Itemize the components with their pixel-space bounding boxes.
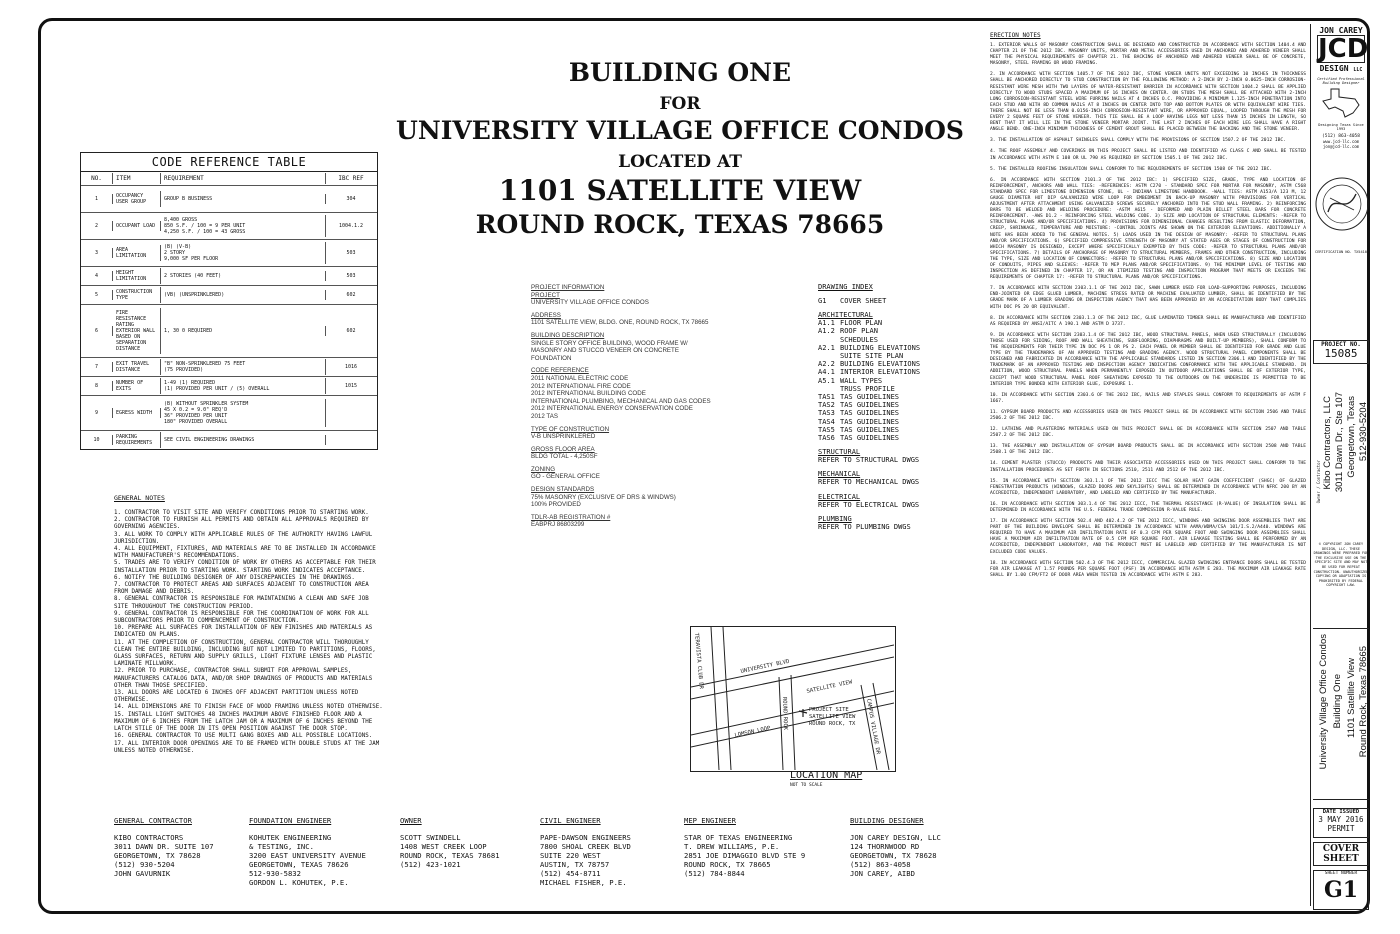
consultant-line: T. DREW WILLIAMS, P.E. — [684, 842, 780, 851]
erection-note: 1. EXTERIOR WALLS OF MASONRY CONSTRUCTION SHALL BE DESIGNED AND CONSTRUCTED IN ACCORDANCE WITH SECTION 1404.4 AND CHAPTER 21 OF THE 2012 IBC. MASONRY UNITS, MORTAR AND METAL ACCESSORIES USED IN ANCHORED AND ADHERED VENEER SHALL MEET THE PHYSICAL REQUIREMENTS OF CHAPTER 21. THE BACKING OF ANCHORED AND ADHERED VENEER SHALL BE OF CONCRETE, MASONRY, STEEL FRAMING OR WOOD FRAMING. — [990, 43, 1306, 67]
code-table-row — [81, 305, 377, 358]
code-row-item: EGRESS WIDTH — [113, 408, 161, 418]
consultant-line: GEORGETOWN, TX 78628 — [114, 851, 201, 860]
consultant-line: (512) 930-5204 — [114, 860, 175, 869]
code-row-no: 4 — [81, 271, 113, 281]
sheet-number: G1 — [1323, 877, 1359, 903]
project-info-label: ZONING — [531, 465, 556, 473]
drawing-index-sheet-name: COVER SHEET — [840, 297, 887, 305]
drawing-index-code: TAS6 — [818, 434, 835, 443]
general-note-item: 8. GENERAL CONTRACTOR IS RESPONSIBLE FOR MAINTAINING A CLEAN AND SAFE JOB SITE THROUGHOUT THE CONSTRUCTION PERIOD. — [114, 596, 369, 610]
erection-note: 4. THE ROOF ASSEMBLY AND COVERINGS ON THIS PROJECT SHALL BE LISTED AND IDENTIFIED AS CLASS C AND SHALL BE TESTED IN ACCORDANCE WITH ASTM E 108 OR UL 790 AS REQUIRED BY SECTION 1505.1 OF THE 2012 IBC. — [990, 149, 1306, 161]
drawing-index-sheet-name: REFER TO PLUMBING DWGS — [818, 522, 911, 531]
code-table-row — [81, 240, 377, 267]
project-information — [531, 284, 761, 529]
drawing-index-entry — [818, 456, 968, 464]
project-info-value: UNIVERSITY VILLAGE OFFICE CONDOS — [531, 299, 649, 307]
project-info-value: GO - GENERAL OFFICE — [531, 473, 600, 481]
consultant-line: 1408 WEST CREEK LOOP — [400, 842, 487, 851]
drawing-index-group-title: MECHANICAL — [818, 470, 861, 479]
code-table-body — [81, 186, 377, 449]
project-info-value: 2012 INTERNATIONAL BUILDING CODE — [531, 390, 646, 398]
erection-notes-list — [990, 43, 1306, 579]
copyright-notice: © COPYRIGHT JON CAREY DESIGN, LLC. THESE DRAWINGS WERE PREPARED FOR THE EXCLUSIVE USE ON THE SPECIFIC SITE AND MAY NOT BE USED FOR REPEAT CONSTRUCTION. UNAUTHORIZED COPYING OR ADAPTATION IS PROHIBITED BY FEDERAL COPYRIGHT LAW. — [1313, 542, 1369, 588]
project-info-label: CODE REFERENCE — [531, 367, 589, 375]
code-row-item: FIRE RESISTANCE RATING EXTERIOR WALL BASED ON SEPARATION DISTANCE — [113, 308, 161, 354]
code-row-requirement: SEE CIVIL ENGINEERING DRAWINGS — [161, 435, 326, 445]
drawing-index-group-title: ARCHITECTURAL — [818, 311, 873, 320]
erection-notes-heading: ERECTION NOTES — [990, 32, 1041, 39]
consultant-block — [850, 816, 941, 878]
consultant-line: 3011 DAWN DR. SUITE 107 — [114, 842, 214, 851]
general-note-item: 16. GENERAL CONTRACTOR TO USE MULTI GANG BOXES AND ALL POSSIBLE LOCATIONS. — [114, 733, 373, 740]
contact-2: jon@jcd-llc.com — [1322, 144, 1360, 149]
project-info-value: BLDG TOTAL - 4,250SF — [531, 453, 598, 461]
logo-top-text: JON CAREY — [1319, 26, 1363, 35]
code-row-requirement: 2 STORIES (40 FEET) — [161, 271, 326, 281]
code-row-item: OCCUPANT LOAD — [113, 221, 161, 231]
map-site-label-2: ROUND ROCK, TX — [809, 721, 856, 727]
consultant-line: GEORGETOWN, TEXAS 78626 — [249, 860, 349, 869]
general-note-item: 17. ALL INTERIOR DOOR OPENINGS ARE TO BE FRAMED WITH DOUBLE STUDS AT THE JAM UNLESS NOTED OTHERWISE. — [114, 740, 380, 754]
drawing-index-group-title: ELECTRICAL — [818, 492, 861, 501]
erection-note: 16. IN ACCORDANCE WITH SECTION 303.1.4 OF THE 2012 IECC, THE THERMAL RESISTANCE (R-VALUE) OF INSULATION SHALL BE DETERMINED IN ACCORDANCE WITH THE U.S. FEDERAL TRADE COMMISSION R-VALUE RULE. — [990, 501, 1306, 513]
code-row-no: 6 — [81, 326, 113, 336]
consultant-line: & TESTING, INC. — [249, 842, 314, 851]
consultant-line: KIBO CONTRACTORS — [114, 833, 184, 842]
code-row-requirement: (B) (V-B) 2 STORY 9,000 SF PER FLOOR — [161, 242, 326, 264]
title-line-2: FOR — [659, 94, 701, 114]
code-table-row — [81, 377, 377, 396]
consultant-role: BUILDING DESIGNER — [850, 816, 924, 825]
map-site-label-0: PROJECT SITE — [809, 707, 849, 713]
erection-note: 8. IN ACCORDANCE WITH SECTION 2303.1.3 OF THE 2012 IBC, GLUE LAMINATED TIMBER SHALL BE MANUFACTURED AND IDENTIFIED AS REQUIRED BY ANSI/AITC A 190.1 AND ASTM D 3737. — [990, 315, 1306, 327]
project-info-label: BUILDING DESCRIPTION — [531, 331, 605, 339]
drawing-index-group-title: STRUCTURAL — [818, 448, 861, 457]
erection-note: 9. IN ACCORDANCE WITH SECTION 2303.1.4 OF THE 2012 IBC, WOOD STRUCTURAL PANELS, WHEN USED STRUCTURALLY (INCLUDING THOSE USED FOR SIDING, ROOF AND WALL SHEATHING, SUBFLOORING, DIAPHRAGMS AND BUILT-UP MEMBERS), SHALL CONFORM TO THE REQUIREMENTS FOR THEIR TYPE IN DOC PS 1 OR PS 2. EACH PANEL OR MEMBER SHALL BE IDENTIFIED FOR GRADE AND GLUE TYPE BY THE TRADEMARKS OF AN APPROVED TESTING AND GRADING AGENCY. WOOD STRUCTURAL PANEL COMPONENTS SHALL BE DESIGNED AND FABRICATED IN ACCORDANCE WITH THE APPLICABLE STANDARDS LISTED IN SECTION 2306.1 AND IDENTIFIED BY THE TRADEMARK OF AN APPROVED TESTING AND INSPECTION AGENCY INDICATING CONFORMANCE WITH THE APPLICABLE STANDARD. IN ADDITION, WOOD STRUCTURAL PANELS WHEN PERMANENTLY EXPOSED IN OUTDOOR APPLICATIONS SHALL BE OF EXTERIOR TYPE, EXCEPT THAT WOOD STRUCTURAL PANEL ROOF SHEATHING EXPOSED TO THE OUTDOORS ON THE UNDERSIDE IS PERMITTED TO BE INTERIOR TYPE BONDED WITH EXTERIOR GLUE, EXPOSURE 1. — [990, 332, 1306, 387]
consultant-role: OWNER — [400, 816, 422, 825]
client-line-3: 512-930-5204 — [1358, 402, 1369, 462]
drawing-index-sheet-name: TAS GUIDELINES — [840, 409, 900, 418]
header-item: ITEM — [113, 173, 161, 184]
drawing-index-sheet-name: REFER TO ELECTRICAL DWGS — [818, 500, 920, 509]
drawing-index-sheet-name: INTERIOR ELEVATIONS — [840, 368, 921, 377]
project-number: 15085 — [1324, 347, 1358, 360]
consultant-line: STAR OF TEXAS ENGINEERING — [684, 833, 793, 842]
consultant-line: PAPE-DAWSON ENGINEERS — [540, 833, 631, 842]
drawing-index-entry — [818, 377, 968, 385]
project-info-value: 75% MASONRY (EXCLUSIVE OF DRS & WINDWS) — [531, 493, 676, 501]
drawing-index-entry — [818, 385, 968, 393]
drawing-index-entry — [818, 368, 968, 376]
code-row-ibc-ref: 1015 — [344, 383, 358, 389]
drawing-index-entry — [818, 393, 968, 401]
drawing-index-heading: DRAWING INDEX — [818, 283, 873, 291]
contact-0: (512) 863-4058 — [1322, 134, 1360, 139]
code-table-row — [81, 186, 377, 213]
code-row-no: 9 — [81, 408, 113, 418]
client-label: Owner / Contractor — [1316, 460, 1321, 504]
drawing-index-sheet-name: TAS GUIDELINES — [840, 401, 900, 410]
drawing-index-entry — [818, 501, 968, 509]
code-row-requirement: (B) WITHOUT SPRINKLER SYSTEM 45 X 0.2 = 9.0" REQ'D 36" PROVIDED PER UNIT 180" PROVIDED OVERALL — [161, 399, 326, 427]
consultant-line: (512) 784-8844 — [684, 869, 745, 878]
drawing-index-entry — [818, 418, 968, 426]
code-row-no: 3 — [81, 248, 113, 258]
map-street-5: CAMPUS VILLAGE DR — [865, 698, 881, 755]
erection-note: 6. IN ACCORDANCE WITH SECTION 2101.3 OF THE 2012 IBC: 1) SPECIFIED SIZE, GRADE, TYPE AND LOCATION OF REINFORCEMENT, ANCHORS AND WALL TIES: -REFERENCES: ASTM C270 - STANDARD SPEC FOR MORTAR FOR MASONRY, ASTM C568 STANDARD SPEC FOR LIMESTONE DIMENSION STONE, UL - INDIANA LIMESTONE HANDBOOK. -WALL TIES: ASTM A153/A 123 M, 12 GAUGE DIAMETER HOT DIP GALVANIZED WIRE LOOP FOR EMBEDMENT IN BACK-UP MASONRY WITH PROVISIONS FOR VERTICAL ADJUSTMENT AFTER ATTACHMENT USING GALVANIZED SCREWS SECURELY ANCHORED INTO THE STUD WALL FRAMING. 2) REINFORCING BARS TO BE WELDED AND WELDING PROCEDURE: -ASTM A615 - DEFORMED AND PLAIN BILLET STEEL BARS FOR CONCRETE REINFORCEMENT. -AWS D1.2 - REINFORCING STEEL WELDING CODE. 3) SIZE AND LOCATION OF STRUCTURAL ELEMENTS: -REFER TO STRUCTURAL PLANS AND/OR SPECIFICATIONS. 4) PROVISIONS FOR DIMENSIONAL CHANGES RESULTING FROM ELASTIC DEFORMATION, CREEP, SHRINKAGE, TEMPERATURE AND MOISTURE: -CONTROL JOINTS ARE SHOWN ON THE EXTERIOR ELEVATIONS. ADDITIONALLY A NOTE HAS BEEN ADDED TO THE GENERAL NOTES. 5) LOADS USED IN THE DESIGN OF MASONRY: -REFER TO STRUCTURAL PLANS AND/OR SPECIFICATIONS. 6) SPECIFIED COMPRESSIVE STRENGTH OF MASONRY AT STATED AGES OR STAGES OF CONSTRUCTION FOR WHICH MASONRY IS DESIGNED, EXCEPT WHERE SPECIFICALLY EXEMPTED BY THIS CODE: -REFER TO STRUCTURAL PLANS AND/OR SPECIFICATIONS. 7) DETAILS OF ANCHORAGE OF MASONRY TO STRUCTURAL MEMBERS, FRAMES AND OTHER CONSTRUCTION, INCLUDING THE TYPE, SIZE AND LOCATION OF CONNECTORS: -REFER TO STRUCTURAL PLANS AND/OR SPECIFICATIONS. 8) SIZE AND LOCATION OF CONDUITS, PIPES AND SLEEVES: -REFER TO MEP PLANS AND/OR SPECIFICATIONS. 9) THE MINIMUM LEVEL OF TESTING AND INSPECTION AS DEFINED IN CHAPTER 17, OR AN ITEMIZED TESTING AND INSPECTION PROGRAM THAT MEETS OR EXCEEDS THE REQUIREMENTS OF CHAPTER 17: -REFER TO STRUCTURAL PLANS AND/OR SPECIFICATIONS. — [990, 177, 1306, 281]
drawing-index-sheet-name: TAS GUIDELINES — [840, 434, 900, 443]
title-line-5: 1101 SATELLITE VIEW — [498, 174, 862, 207]
drawing-index-code: A4.1 — [818, 368, 835, 377]
code-row-ibc-ref: 503 — [346, 250, 356, 256]
drawing-index-code: A1.1 — [818, 319, 835, 328]
drawing-index-sheet-name: ROOF PLAN — [840, 327, 878, 336]
drawing-index-code: TAS3 — [818, 409, 835, 418]
project-info-value: V-B UNSPRINKLERED — [531, 433, 596, 441]
consultant-line: 3200 EAST UNIVERSITY AVENUE — [249, 851, 366, 860]
erection-note: 12. LATHING AND PLASTERING MATERIALS USED ON THIS PROJECT SHALL BE IN ACCORDANCE WITH SECTION 2507 AND TABLE 2507.2 OF THE 2012 IBC. — [990, 427, 1306, 439]
issue-status: PERMIT — [1327, 824, 1355, 833]
drawing-index-sheet-name: TAS GUIDELINES — [840, 425, 900, 434]
project-info-label: PROJECT — [531, 291, 560, 299]
general-note-item: 11. AT THE COMPLETION OF CONSTRUCTION, GENERAL CONTRACTOR WILL THOROUGHLY CLEAN THE ENTIRE BUILDING, INCLUDING BUT NOT LIMITED TO PARTITIONS, FLOORS, GLASS SURFACES, RETURN AND SUPPLY GRILLS, LIGHT FIXTURE LENSES AND PLASTIC LAMINATE MILLWORK. — [114, 639, 376, 668]
drawing-index-sheet-name: BUILDING ELEVATIONS — [840, 343, 921, 352]
general-notes-heading: GENERAL NOTES — [114, 494, 165, 502]
cert-line-0: Certified Professional — [1317, 77, 1365, 81]
project-info-value: 2012 TAS — [531, 412, 558, 420]
consultant-line: SUITE 220 WEST — [540, 851, 601, 860]
drawing-index-entry — [818, 344, 968, 352]
erection-note: 5. THE INSTALLED ROOFING INSULATION SHALL CONFORM TO THE REQUIREMENTS OF SECTION 1508 OF THE 2012 IBC. — [990, 166, 1273, 172]
code-row-item: OCCUPANCY USER GROUP — [113, 191, 161, 207]
client-line-2: Georgetown, Texas — [1346, 396, 1357, 478]
code-reference-table — [80, 152, 378, 450]
code-row-ibc-ref: 1004.1.2 — [338, 223, 364, 229]
code-row-item: AREA LIMITATION — [113, 245, 161, 261]
consultant-line: JOHN GAVURNIK — [114, 869, 171, 878]
contact-1: www.jcd-llc.com — [1322, 139, 1360, 144]
drawing-index-entry — [818, 327, 968, 335]
drawing-index-entry — [818, 360, 968, 368]
location-map-title: LOCATION MAP — [790, 770, 863, 781]
code-row-ibc-ref — [326, 411, 376, 415]
project-info-label: GROSS FLOOR AREA — [531, 445, 595, 453]
project-info-value: FOUNDATION — [531, 354, 572, 362]
consultant-line: MICHAEL FISHER, P.E. — [540, 878, 627, 887]
code-table-row — [81, 267, 377, 286]
consultant-line: KOHUTEK ENGINEERING — [249, 833, 332, 842]
drawing-index-entry — [818, 409, 968, 417]
project-info-label: TYPE OF CONSTRUCTION — [531, 425, 610, 433]
date-issued: 3 MAY 2016 — [1318, 815, 1364, 824]
code-row-requirement: 1-49 (1) REQUIRED (1) PROVIDED PER UNIT / (5) OVERALL — [161, 378, 326, 394]
sheet-title-1: SHEET — [1323, 854, 1359, 864]
header-requirement: REQUIREMENT — [161, 173, 326, 184]
drawing-index-entry — [818, 319, 968, 327]
consultant-line: GEORGETOWN, TX 78628 — [850, 851, 937, 860]
erection-notes — [990, 32, 1306, 584]
project-number-label: PROJECT NO. — [1321, 341, 1361, 348]
general-note-item: 12. PRIOR TO PURCHASE, CONTRACTOR SHALL SUBMIT FOR APPROVAL SAMPLES, MANUFACTURERS CATALOG DATA, AND/OR SHOP DRAWINGS OF PRODUCTS AND MATERIALS OTHER THAN THOSE SPECIFIED. — [114, 668, 373, 689]
drawing-index-entry — [818, 352, 968, 360]
code-row-requirement: 1, 30 0 REQUIRED — [161, 326, 326, 336]
general-note-item: 13. ALL DOORS ARE LOCATED 6 INCHES OFF ADJACENT PARTITION UNLESS NOTED OTHERWISE. — [114, 690, 359, 704]
code-row-no: 8 — [81, 381, 113, 391]
code-row-item: PARKING REQUIREMENTS — [113, 432, 161, 448]
erection-note: 13. THE ASSEMBLY AND INSTALLATION OF GYPSUM BOARD PRODUCTS SHALL BE IN ACCORDANCE WITH SECTION 2508 AND TABLE 2508.1 OF THE 2012 IBC. — [990, 444, 1306, 456]
general-note-item: 7. CONTRACTOR TO PROTECT AREAS AND SURFACES ADJACENT TO CONSTRUCTION AREA FROM DAMAGE AND DEBRIS. — [114, 582, 369, 596]
erection-note: 10. IN ACCORDANCE WITH SECTION 2303.6 OF THE 2012 IBC, NAILS AND STAPLES SHALL CONFORM TO REQUIREMENTS OF ASTM F 1667. — [990, 392, 1306, 404]
drawing-index-sheet-name: TAS GUIDELINES — [840, 393, 900, 402]
drawing-index-entry — [818, 434, 968, 442]
project-info-value: 2012 INTERNATIONAL FIRE CODE — [531, 382, 631, 390]
general-note-item: 15. INSTALL LIGHT SWITCHES 48 INCHES MAXIMUM ABOVE FINISHED FLOOR AND A MAXIMUM OF 6 INCHES FROM THE LATCH JAM OR A MAXIMUM OF 6 INCHES BEYOND THE LATCH STILE OF THE DOOR IN ITS OPEN POSITION AGAINST THE DOOR STOP. — [114, 711, 373, 733]
erection-note: 17. IN ACCORDANCE WITH SECTION 502.4 AND 402.4.2 OF THE 2012 IECC, WINDOWS AND SWINGING DOOR ASSEMBLIES THAT ARE PART OF THE BUILDING ENVELOPE SHALL BE DETERMINED IN ACCORDANCE WITH AAMA/WDMA/CSA 101/I.S.2/A440. WINDOWS ARE REQUIRED TO HAVE A MAXIMUM AIR INFILTRATION RATE OF 0.3 CFM PER SQUARE FOOT AND SWINGING DOOR ASSEMBLIES SHALL HAVE A MAXIMUM AIR INFILTRATION RATE OF 0.5 CFM PER SQUARE FOOT. AIR LEAKAGE TESTING SHALL BE PERFORMED BY AN ACCREDITED, INDEPENDENT LABORATORY, AND THE PRODUCT MUST BE LABELED AND CERTIFIED BY THE MANUFACTURER IS NOT EXCLUDED CODE VALUES. — [990, 519, 1306, 555]
consultant-line: (512) 454-8711 — [540, 869, 601, 878]
code-row-no: 1 — [81, 194, 113, 204]
consultant-block — [114, 816, 214, 878]
drawing-index-code: A1.2 — [818, 327, 835, 336]
sheet-number-box — [1313, 870, 1369, 910]
project-line-3: Round Rock, Texas 78665 — [1358, 646, 1369, 758]
consultant-line: JON CAREY DESIGN, LLC — [850, 833, 941, 842]
drawing-index-code: A2.1 — [818, 343, 835, 352]
code-row-requirement: 8,400 GROSS 850 S.F. / 100 = 9 PER UNIT 4,250 S.F. / 100 = 43 GROSS — [161, 215, 326, 237]
project-info-blocks — [531, 292, 761, 529]
consultant-block — [540, 816, 631, 887]
erection-note: 18. IN ACCORDANCE WITH SECTION 502.4.3 OF THE 2012 IECC, COMMERCIAL GLAZED SWINGING ENTRANCE DOORS SHALL BE TESTED FOR AIR LEAKAGE AT 1.57 POUNDS PER SQUARE FOOT (PSF) IN ACCORDANCE WITH ASTM E 283. THE MAXIMUM AIR LEAKAGE RATE SHALL BY 1.00 CFM/FT2 OF DOOR AREA WHEN TESTED IN ACCORDANCE WITH ASTM E 283. — [990, 560, 1306, 578]
consultant-block — [249, 816, 366, 887]
project-info-label: TDLR-AB REGISTRATION # — [531, 513, 611, 521]
drawing-index-sheet-name: WALL TYPES — [840, 376, 883, 385]
consultant-line: ROUND ROCK, TEXAS 78681 — [400, 851, 500, 860]
logo-llc-word: LLC — [1353, 67, 1363, 73]
code-row-no: 5 — [81, 290, 113, 300]
drawing-index-sheet-name: SCHEDULES — [840, 335, 878, 344]
sheet-number-label: SHEET NUMBER — [1324, 871, 1358, 876]
sheet-title-box — [1313, 842, 1369, 866]
drawing-index-entry — [818, 523, 968, 531]
project-line-0: University Village Office Condos — [1318, 634, 1329, 770]
drawing-index-sheet-name: REFER TO STRUCTURAL DWGS — [818, 456, 920, 465]
drawing-index-group-title: PLUMBING — [818, 514, 852, 523]
drawing-index-entry — [818, 426, 968, 434]
title-line-6: ROUND ROCK, TEXAS 78665 — [475, 210, 885, 239]
consultant-line: GORDON L. KOHUTEK, P.E. — [249, 878, 349, 887]
code-row-item: HEIGHT LIMITATION — [113, 268, 161, 284]
drawing-index-code: A5.1 — [818, 376, 835, 385]
map-street-0: UNIVERSITY BLVD — [740, 658, 791, 675]
consultant-block — [684, 816, 805, 878]
code-table-row — [81, 286, 377, 305]
drawing-index — [818, 283, 968, 531]
project-info-label: ADDRESS — [531, 311, 561, 319]
code-row-requirement: GROUP B BUSINESS — [161, 194, 326, 204]
code-row-no: 2 — [81, 221, 113, 231]
sheet-title-0: COVER — [1322, 844, 1360, 854]
tagline: Designing Texas Since 1993 — [1318, 123, 1364, 131]
texas-map-icon — [1321, 87, 1361, 119]
drawing-index-entry — [818, 336, 968, 344]
date-issued-label: DATE ISSUED — [1322, 809, 1360, 815]
consultant-role: FOUNDATION ENGINEER — [249, 816, 332, 825]
code-row-ibc-ref — [326, 438, 376, 442]
drawing-index-sheet-name: REFER TO MECHANICAL DWGS — [818, 478, 920, 487]
consultant-line: 7800 SHOAL CREEK BLVD — [540, 842, 631, 851]
consultant-line: 512-930-5832 — [249, 869, 301, 878]
header-ibc-ref: IBC REF — [338, 175, 364, 182]
erection-note: 15. IN ACCORDANCE WITH SECTION 303.1.1 OF THE 2012 IECC THE SOLAR HEAT GAIN COEFFICIENT (SHGC) OF GLAZED FENESTRATION PRODUCTS (WINDOWS, GLAZED DOORS AND SKYLIGHTS) SHALL BE DETERMINED IN ACCORDANCE WITH NFRC 200 BY AN ACCREDITED, INDEPENDENT LABORATORY, AND LABELED AND CERTIFIED BY THE MANUFACTURER. — [990, 478, 1306, 496]
project-info-value: EABPRJ 86803299 — [531, 521, 585, 529]
location-map — [690, 626, 896, 772]
project-line-1: Building One — [1332, 674, 1343, 729]
project-info-heading: PROJECT INFORMATION — [531, 284, 605, 291]
logo-mark: JCD — [1318, 34, 1369, 64]
header-no: NO. — [81, 173, 113, 184]
project-info-label: DESIGN STANDARDS — [531, 486, 595, 494]
erection-note: 2. IN ACCORDANCE WITH SECTION 1405.7 OF THE 2012 IBC, STONE VENEER UNITS NOT EXCEEDING 10 INCHES IN THICKNESS SHALL BE ANCHORED DIRECTLY TO STUD CONSTRUCTION BY THE FOLLOWING METHOD: A 2-INCH BY 2-INCH 0.0625-INCH CORROSION-RESISTANT WIRE MESH WITH TWO LAYERS OF WATER-RESISTANT BARRIER IN ACCORDANCE WITH SECTION 1404.2 SHALL BE APPLIED DIRECTLY TO WOOD STUDS SPACED A MAXIMUM OF 16 INCHES ON CENTER. ON STUDS THE MESH SHALL BE ATTACHED WITH 2-INCH LONG CORROSION-RESISTANT STEEL WIRE FURRING NAILS AT 4 INCHES O.C. PROVIDING A MINIMUM 1.125-INCH PENETRATION INTO EACH STUD AND WITH 8D COMMON NAILS AT 8 INCHES ON CENTER INTO TOP AND BOTTOM PLATES OR WITH EQUIVALENT WIRE TIES. THERE SHALL NOT BE LESS THAN 0.0156-INCH CORROSION-RESISTANT WIRE, OR APPROVED EQUAL, LOOPED THROUGH THE MESH FOR EVERY 2 SQUARE FEET OF STONE VENEER. THIS TIE SHALL BE A LOOP HAVING LEGS NOT LESS THAN 15 INCHES IN LENGTH, SO BENT THAT IT WILL LIE IN THE STONE VENEER MORTAR JOINT. THE LAST 2 INCHES OF EACH WIRE LEG SHALL HAVE A RIGHT ANGLE BEND. ONE-INCH MINIMUM THICKNESS OF CEMENT GROUT SHALL BE PLACED BETWEEN THE BACKING AND THE STONE VENEER. — [990, 72, 1306, 133]
project-info-value: SINGLE STORY OFFICE BUILDING, WOOD FRAME W/ — [531, 339, 688, 347]
title-line-4: LOCATED AT — [618, 152, 742, 172]
general-note-item: 14. ALL DIMENSIONS ARE TO FINISH FACE OF WOOD FRAMING UNLESS NOTED OTHERWISE. — [114, 704, 383, 711]
project-info-value: 2012 INTERNATIONAL ENERGY CONSERVATION CODE — [531, 405, 693, 413]
project-line-2: 1101 Satellite View — [1346, 658, 1357, 738]
location-map-drawing — [691, 627, 894, 770]
consultant-role: MEP ENGINEER — [684, 816, 736, 825]
map-street-3: TERAVISTA CLUB DR — [693, 632, 704, 690]
certification-seal-icon — [1312, 172, 1370, 242]
general-note-item: 2. CONTRACTOR TO FURNISH ALL PERMITS AND OBTAIN ALL APPROVALS REQUIRED BY GOVERNING AGENCIES. — [114, 517, 369, 531]
general-note-item: 3. ALL WORK TO COMPLY WITH APPLICABLE RULES OF THE AUTHORITY HAVING LAWFUL JURISDICTION. — [114, 531, 373, 545]
code-table-title: CODE REFERENCE TABLE — [81, 153, 377, 172]
project-number-box — [1313, 340, 1369, 364]
consultant-line: AUSTIN, TX 78757 — [540, 860, 610, 869]
code-row-no: 7 — [81, 362, 113, 372]
consultant-line: 124 THORNWOOD RD — [850, 842, 920, 851]
drawing-index-code: A2.2 — [818, 360, 835, 369]
consultant-block — [400, 816, 500, 869]
code-row-item: EXIT TRAVEL DISTANCE — [113, 359, 161, 375]
code-table-row — [81, 431, 377, 449]
project-info-value: INTERNATIONAL PLUMBING, MECHANICAL AND GAS CODES — [531, 397, 711, 405]
date-issued-box — [1313, 808, 1369, 838]
code-row-no: 10 — [81, 435, 113, 445]
code-row-item: NUMBER OF EXITS — [113, 378, 161, 394]
drawing-index-sheet-name: SUITE SITE PLAN — [840, 352, 904, 361]
erection-note: 14. CEMENT PLASTER (STUCCO) PRODUCTS AND THEIR ASSOCIATED ACCESSORIES USED ON THIS PROJECT SHALL CONFORM TO THE INSTALLATION PROCEDURES AS SET FORTH IN SECTIONS 2510, 2511 AND 2512 OF THE 2012 IBC. — [990, 461, 1306, 473]
consultant-role: CIVIL ENGINEER — [540, 816, 601, 825]
drawing-index-sheet-name: BUILDING ELEVATIONS — [840, 360, 921, 369]
general-note-item: 1. CONTRACTOR TO VISIT SITE AND VERIFY CONDITIONS PRIOR TO STARTING WORK. — [114, 510, 369, 516]
project-info-value: MASONRY AND STUCCO VENEER ON CONCRETE — [531, 347, 679, 355]
code-row-ibc-ref: 602 — [346, 292, 356, 298]
certification-caption: CERTIFICATION NO. TX5410 — [1315, 250, 1367, 254]
code-row-item: CONSTRUCTION TYPE — [113, 287, 161, 303]
erection-note: 7. IN ACCORDANCE WITH SECTION 2303.1.1 OF THE 2012 IBC, SAWN LUMBER USED FOR LOAD-SUPPORTING PURPOSES, INCLUDING END-JOINTED OR EDGE GLUED LUMBER, MACHINE STRESS RATED OR MACHINE EVALUATED LUMBER, SHALL BE IDENTIFIED BY THE GRADE MARK OF A LUMBER GRADING OR INSPECTION AGENCY THAT HAS BEEN APPROVED BY AN ACCREDITATION BODY THAT COMPLIES WITH DOC PS 20 OR EQUIVALENT. — [990, 286, 1306, 310]
drawing-index-sheet-name: TRUSS PROFILE — [840, 384, 895, 393]
project-info-value: 1101 SATELLITE VIEW, BLDG. ONE, ROUND ROCK, TX 78665 — [531, 319, 709, 327]
general-note-item: 4. ALL EQUIPMENT, FIXTURES, AND MATERIALS ARE TO BE INSTALLED IN ACCORDANCE WITH MANUFACTURER'S RECOMMENDATIONS. — [114, 546, 376, 560]
drawing-index-entry — [818, 478, 968, 486]
logo-design-text — [1313, 64, 1369, 73]
erection-note: 11. GYPSUM BOARD PRODUCTS AND ACCESSORIES USED ON THIS PROJECT SHALL BE IN ACCORDANCE WITH SECTION 2506 AND TABLE 2506.2 OF THE 2012 IBC. — [990, 409, 1306, 421]
map-street-1: SATELLITE VIEW — [806, 679, 853, 695]
code-row-requirement: (VB) (UNSPRINKLERED) — [161, 290, 326, 300]
code-row-ibc-ref: 602 — [346, 328, 356, 334]
consultant-line: (512) 863-4058 — [850, 860, 911, 869]
map-street-4: ROUND ROCK — [781, 696, 789, 731]
location-map-subtitle: NOT TO SCALE — [790, 783, 823, 788]
general-notes-list — [114, 510, 384, 755]
map-site-label-1: SATELLITE VIEW — [809, 714, 856, 720]
consultant-role: GENERAL CONTRACTOR — [114, 816, 192, 825]
general-note-item: 6. NOTIFY THE BUILDING DESIGNER OF ANY DISCREPANCIES IN THE DRAWINGS. — [114, 574, 355, 581]
code-table-row — [81, 396, 377, 431]
code-row-ibc-ref: 503 — [346, 273, 356, 279]
logo-design-word: DESIGN — [1319, 64, 1349, 73]
consultant-line: 2851 JOE DIMAGGIO BLVD STE 9 — [684, 851, 806, 860]
client-line-0: Kibo Contractors, LLC — [1322, 396, 1333, 490]
consultant-line: (512) 423-1021 — [400, 860, 461, 869]
drawing-index-groups — [818, 291, 968, 531]
code-table-row — [81, 358, 377, 377]
consultant-line: SCOTT SWINDELL — [400, 833, 461, 842]
designer-logo — [1313, 26, 1369, 154]
project-info-value: 2011 NATIONAL ELECTRIC CODE — [531, 374, 629, 382]
general-note-item: 5. TRADES ARE TO VERIFY CONDITION OF WORK BY OTHERS AS ACCEPTABLE FOR THEIR INSTALLATION PRIOR TO STARTING WORK. STARTING WORK INDICATES ACCEPTANCE. — [114, 560, 376, 574]
code-table-header — [81, 172, 377, 186]
code-row-requirement: "B" NON-SPRINKLERED 75 FEET (75 PROVIDED) — [161, 359, 326, 375]
drawing-index-entry — [818, 297, 968, 305]
drawing-index-code: TAS5 — [818, 425, 835, 434]
general-note-item: 9. GENERAL CONTRACTOR IS RESPONSIBLE FOR THE COORDINATION OF WORK FOR ALL SUBCONTRACTORS PRIOR TO COMMENCEMENT OF CONSTRUCTION. — [114, 610, 369, 625]
drawing-index-sheet-name: TAS GUIDELINES — [840, 417, 900, 426]
code-row-ibc-ref: 304 — [346, 196, 356, 202]
consultant-line: JON CAREY, AIBD — [850, 869, 915, 878]
erection-note: 3. THE INSTALLATION OF ASPHALT SHINGLES SHALL COMPLY WITH THE PROVISIONS OF SECTION 1507.2 OF THE 2012 IBC. — [990, 138, 1286, 144]
project-info-value: 100% PROVIDED — [531, 501, 581, 509]
drawing-index-code: TAS2 — [818, 401, 835, 410]
client-line-1: 3011 Dawn Dr., Ste 107 — [1334, 392, 1345, 493]
cert-line-1: Building Designer — [1322, 81, 1360, 85]
drawing-index-code: TAS4 — [818, 417, 835, 426]
drawing-index-code: G1 — [818, 297, 827, 305]
drawing-index-sheet-name: FLOOR PLAN — [840, 319, 883, 328]
drawing-index-entry — [818, 401, 968, 409]
map-street-2: LOMSON LOOP — [734, 725, 772, 739]
code-table-row — [81, 213, 377, 240]
drawing-index-code: TAS1 — [818, 393, 835, 402]
general-note-item: 10. PREPARE ALL SURFACES FOR INSTALLATION OF NEW FINISHES AND MATERIALS AS INDICATED ON PLANS. — [114, 625, 373, 639]
title-line-1: BUILDING ONE — [568, 58, 792, 87]
code-row-ibc-ref: 1016 — [344, 364, 358, 370]
title-line-3: UNIVERSITY VILLAGE OFFICE CONDOS — [396, 116, 964, 145]
general-notes — [114, 494, 384, 755]
consultant-line: ROUND ROCK, TX 78665 — [684, 860, 771, 869]
